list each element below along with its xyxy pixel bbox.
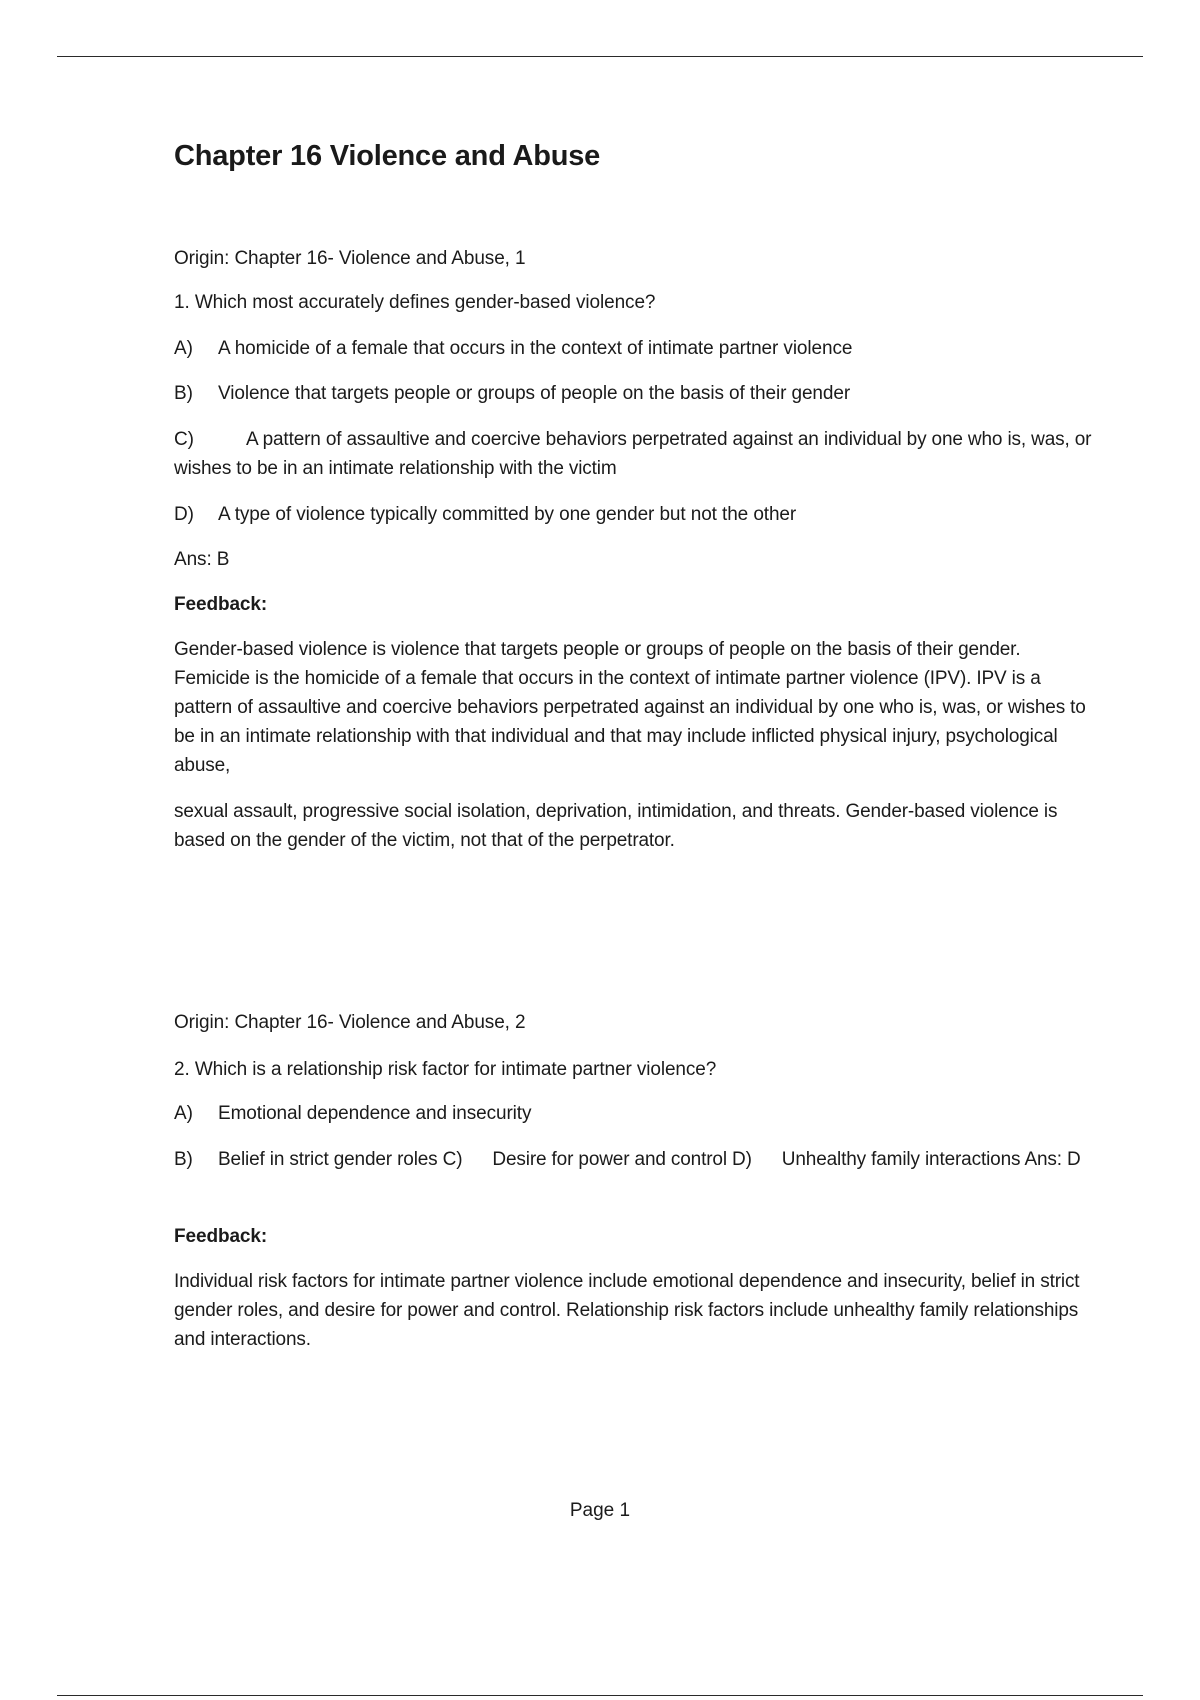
question-1-feedback-paragraph-2: sexual assault, progressive social isolation, deprivation, intimidation, and threats. Gender-based violence is based on the gender of the victim, not that of the perpetrator. (174, 801, 1058, 851)
question-1-feedback-label: Feedback: (174, 594, 268, 615)
question-2-feedback-paragraph-1: Individual risk factors for intimate partner violence include emotional dependence and insecurity, belief in strict gender roles, and desire for power and control. Relationship risk factors include unhealthy family relationships and interactions. (174, 1271, 1080, 1350)
option-text: A type of violence typically committed by one gender but not the other (218, 504, 797, 525)
footer-rule (57, 1695, 1143, 1696)
option-letter: B) (174, 1149, 193, 1170)
page-number: Page 1 (569, 1500, 631, 1521)
option-letter: A) (174, 338, 193, 359)
page-title: Chapter 16 Violence and Abuse (174, 140, 601, 172)
question-1-feedback-paragraph-1: Gender-based violence is violence that targets people or groups of people on the basis of their gender. Femicide is the homicide of a female that occurs in the context of intimate partner violence (IPV). IPV is a pattern of assaultive and coercive behaviors perpetrated against an individual by one who is, was, or wishes to be in an intimate relationship with that individual and that may include inflicted physical injury, psychological abuse, (174, 639, 1086, 776)
option-letter: D) (174, 504, 194, 525)
option-letter: D) (732, 1149, 752, 1170)
option-text: A homicide of a female that occurs in the context of intimate partner violence (218, 338, 853, 359)
question-2-options-bcd (174, 1145, 1094, 1174)
header-rule (57, 56, 1143, 57)
question-2-stem: 2. Which is a relationship risk factor for intimate partner violence? (174, 1059, 717, 1080)
question-1-answer: Ans: B (174, 549, 230, 570)
option-text: Belief in strict gender roles (218, 1149, 438, 1170)
option-text: Unhealthy family interactions (781, 1149, 1021, 1170)
question-2-feedback-label: Feedback: (174, 1226, 268, 1247)
question-2-origin: Origin: Chapter 16- Violence and Abuse, 2 (174, 1012, 526, 1033)
option-text: Violence that targets people or groups of people on the basis of their gender (218, 383, 851, 404)
question-1-option-a (174, 334, 852, 363)
question-1-option-d (174, 500, 796, 529)
question-1-stem: 1. Which most accurately defines gender-based violence? (174, 292, 656, 313)
option-text: A pattern of assaultive and coercive behaviors perpetrated against an individual by one who is, was, or wishes to be in an intimate relationship with the victim (174, 429, 1092, 479)
option-letter: B) (174, 383, 193, 404)
option-text: Desire for power and control (492, 1149, 727, 1170)
question-2-answer: Ans: D (1024, 1149, 1081, 1170)
option-text: Emotional dependence and insecurity (218, 1103, 532, 1124)
option-letter: C) (442, 1149, 463, 1170)
question-2-option-a (174, 1099, 531, 1128)
option-letter: A) (174, 1103, 193, 1124)
question-1-option-b (174, 379, 850, 408)
question-1-origin: Origin: Chapter 16- Violence and Abuse, 1 (174, 248, 526, 269)
option-letter: C) (174, 429, 194, 450)
question-1-option-c (174, 425, 1094, 483)
